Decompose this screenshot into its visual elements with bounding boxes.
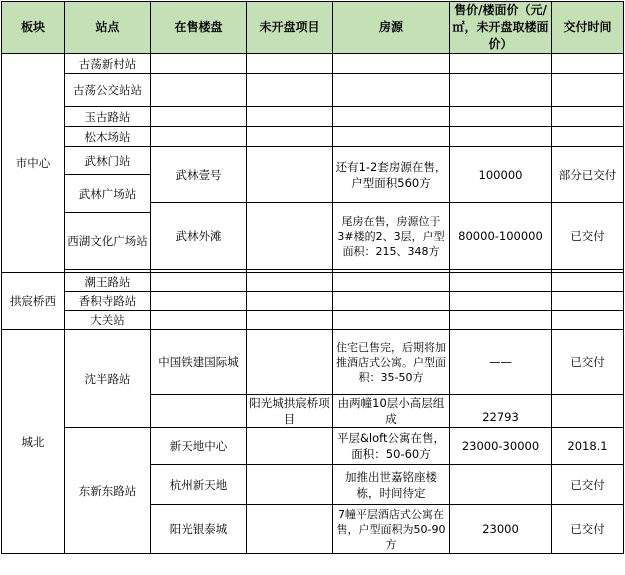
project-price bbox=[450, 465, 552, 505]
project-source: 平层&loft公寓在售，面积：50-60方 bbox=[333, 428, 450, 465]
station-cell: 松木场站 bbox=[65, 127, 151, 147]
project-source: 加推出世嘉铭座楼栋，时间待定 bbox=[333, 465, 450, 505]
project-upcoming bbox=[247, 428, 333, 465]
table-row bbox=[2, 292, 624, 311]
station-cell: 大关站 bbox=[65, 311, 151, 330]
table-row bbox=[2, 147, 624, 175]
project-delivery: 已交付 bbox=[552, 465, 624, 505]
project-delivery bbox=[552, 395, 624, 428]
project-price: 80000-100000 bbox=[450, 203, 552, 270]
table-row bbox=[2, 311, 624, 330]
section-center: 市中心 bbox=[2, 54, 65, 273]
project-name: 武林外滩 bbox=[151, 203, 247, 270]
station-cell: 沈半路站 bbox=[65, 330, 151, 428]
station-cell: 香积寺路站 bbox=[65, 292, 151, 311]
project-delivery: 已交付 bbox=[552, 330, 624, 395]
table-row bbox=[2, 428, 624, 465]
project-upcoming bbox=[247, 203, 333, 270]
project-name: 阳光银泰城 bbox=[151, 505, 247, 554]
project-price: 22793 bbox=[450, 395, 552, 428]
header-station: 站点 bbox=[65, 2, 151, 54]
station-cell: 西湖文化广场站 bbox=[65, 213, 151, 270]
project-upcoming: 阳光城拱宸桥项目 bbox=[247, 395, 333, 428]
table-row bbox=[2, 107, 624, 127]
project-upcoming bbox=[247, 465, 333, 505]
station-cell: 古荡公交站站 bbox=[65, 74, 151, 107]
project-price: 100000 bbox=[450, 147, 552, 203]
project-delivery: 2018.1 bbox=[552, 428, 624, 465]
header-section: 板块 bbox=[2, 2, 65, 54]
project-source: 住宅已售完，后期将加推酒店式公寓。户型面积：35-50方 bbox=[333, 330, 450, 395]
table-row bbox=[2, 127, 624, 147]
station-cell: 武林广场站 bbox=[65, 175, 151, 213]
header-unopened: 未开盘项目 bbox=[247, 2, 333, 54]
table-row bbox=[2, 330, 624, 395]
project-price: 23000-30000 bbox=[450, 428, 552, 465]
project-source: 由两幢10层小高层组成 bbox=[333, 395, 450, 428]
table-row bbox=[2, 273, 624, 292]
station-cell: 潮王路站 bbox=[65, 273, 151, 292]
project-name: 杭州新天地 bbox=[151, 465, 247, 505]
project-name bbox=[151, 395, 247, 428]
header-row bbox=[2, 2, 624, 54]
project-source: 7幢平层酒店式公寓在售，户型面积为50-90方 bbox=[333, 505, 450, 554]
station-cell: 玉古路站 bbox=[65, 107, 151, 127]
header-delivery: 交付时间 bbox=[552, 2, 624, 54]
project-upcoming bbox=[247, 505, 333, 554]
header-on-sale: 在售楼盘 bbox=[151, 2, 247, 54]
header-listings: 房源 bbox=[333, 2, 450, 54]
project-upcoming bbox=[247, 330, 333, 395]
section-chengbei: 城北 bbox=[2, 330, 65, 554]
station-cell: 武林门站 bbox=[65, 147, 151, 175]
station-cell: 东新东路站 bbox=[65, 428, 151, 554]
station-cell: 古荡新村站 bbox=[65, 54, 151, 74]
table-row bbox=[2, 74, 624, 107]
project-source: 尾房在售，房源位于3#楼的2、3层，户型面积：215、348方 bbox=[333, 203, 450, 270]
project-name: 中国铁建国际城 bbox=[151, 330, 247, 395]
project-upcoming bbox=[247, 147, 333, 203]
project-price: —— bbox=[450, 330, 552, 395]
section-gongchen: 拱宸桥西 bbox=[2, 273, 65, 330]
project-delivery: 部分已交付 bbox=[552, 147, 624, 203]
project-delivery: 已交付 bbox=[552, 203, 624, 270]
property-table bbox=[1, 1, 624, 554]
project-delivery: 已交付 bbox=[552, 505, 624, 554]
project-name: 新天地中心 bbox=[151, 428, 247, 465]
header-price: 售价/楼面价（元/㎡，未开盘取楼面价） bbox=[450, 2, 552, 54]
project-price: 23000 bbox=[450, 505, 552, 554]
project-source: 还有1-2套房源在售，户型面积560方 bbox=[333, 147, 450, 203]
table-row bbox=[2, 54, 624, 74]
project-name: 武林壹号 bbox=[151, 147, 247, 203]
